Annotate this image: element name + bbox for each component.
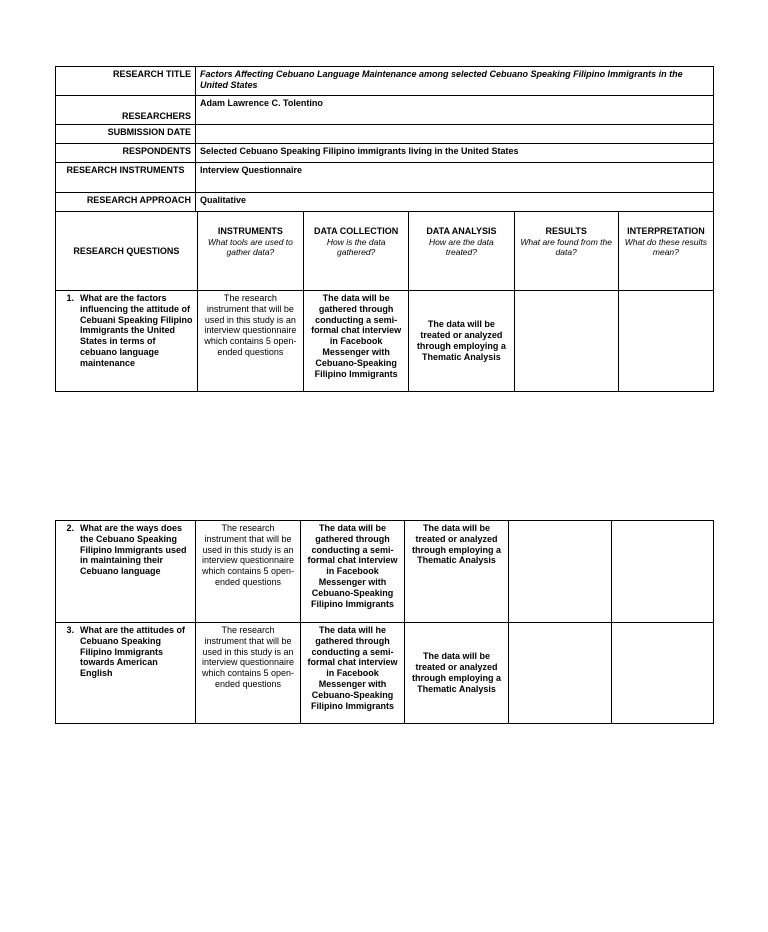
research-question-cell bbox=[56, 521, 196, 623]
question-number: 3. bbox=[66, 625, 74, 635]
researchers-row bbox=[56, 96, 714, 125]
header-data-collection-subtitle: How is the data gathered? bbox=[326, 236, 386, 257]
header-data-analysis-subtitle: How are the data treated? bbox=[429, 236, 494, 257]
research-matrix-table bbox=[55, 211, 714, 392]
data-collection-cell: The data will be gathered through conducting a semi-formal chat interview in Facebook Messenger with Cebuano-Speaking Filipino Immigrants bbox=[301, 521, 405, 623]
interpretation-cell bbox=[612, 623, 714, 724]
data-analysis-cell: The data will be treated or analyzed through employing a Thematic Analysis bbox=[405, 521, 509, 623]
research-info-table bbox=[55, 66, 714, 212]
header-instruments bbox=[197, 212, 303, 291]
data-collection-cell: The data will he gathered through conducting a semi-formal chat interview in Facebook Messenger with Cebuano-Speaking Filipino Immigrants bbox=[301, 623, 405, 724]
research-matrix-continued-table bbox=[55, 520, 714, 724]
header-data-analysis bbox=[409, 212, 514, 291]
research-question-cell bbox=[56, 291, 198, 392]
submission-date-label: SUBMISSION DATE bbox=[56, 125, 196, 144]
question-number: 2. bbox=[66, 523, 74, 533]
header-results-subtitle: What are found from the data? bbox=[520, 236, 612, 257]
header-instruments-title: INSTRUMENTS bbox=[217, 226, 283, 236]
table-row bbox=[56, 291, 714, 392]
results-cell bbox=[509, 521, 612, 623]
data-analysis-cell: The data will be treated or analyzed through employing a Thematic Analysis bbox=[409, 291, 514, 392]
header-data-collection bbox=[304, 212, 409, 291]
research-instruments-label: RESEARCH INSTRUMENTS bbox=[56, 163, 196, 193]
interpretation-cell bbox=[618, 291, 713, 392]
submission-date-row bbox=[56, 125, 714, 144]
results-cell bbox=[509, 623, 612, 724]
header-data-collection-title: DATA COLLECTION bbox=[313, 226, 399, 236]
research-approach-row bbox=[56, 193, 714, 212]
submission-date-value bbox=[196, 125, 714, 144]
data-analysis-cell: The data will be treated or analyzed through employing a Thematic Analysis bbox=[405, 623, 509, 724]
header-results bbox=[514, 212, 618, 291]
respondents-value: Selected Cebuano Speaking Filipino immigrants living in the United States bbox=[196, 144, 714, 163]
results-cell bbox=[514, 291, 618, 392]
matrix-header-row bbox=[56, 212, 714, 291]
question-text: What are the factors influencing the attitude of Cebuani Speaking Filipino Immigrants the United States in terms of cebuano language maintenance bbox=[80, 293, 193, 368]
data-collection-cell: The data will be gathered through conducting a semi-formal chat interview in Facebook Messenger with Cebuano-Speaking Filipino Immigrants bbox=[304, 291, 409, 392]
header-instruments-subtitle: What tools are used to gather data? bbox=[207, 236, 293, 257]
header-interpretation-title: INTERPRETATION bbox=[627, 226, 705, 236]
header-data-analysis-title: DATA ANALYSIS bbox=[426, 226, 497, 236]
table-row bbox=[56, 623, 714, 724]
research-instruments-value: Interview Questionnaire bbox=[196, 163, 714, 193]
respondents-label: RESPONDENTS bbox=[56, 144, 196, 163]
question-number: 1. bbox=[66, 293, 74, 303]
researchers-value: Adam Lawrence C. Tolentino bbox=[196, 96, 714, 125]
instrument-cell: The research instrument that will be used in this study is an interview questionnaire which contains 5 open-ended questions bbox=[196, 623, 301, 724]
interpretation-cell bbox=[612, 521, 714, 623]
research-question-cell bbox=[56, 623, 196, 724]
research-instruments-row bbox=[56, 163, 714, 193]
instrument-cell: The research instrument that will be used in this study is an interview questionnaire which contains 5 open-ended questions bbox=[197, 291, 303, 392]
question-text: What are the attitudes of Cebuano Speaking Filipino Immigrants towards American English bbox=[80, 625, 186, 679]
research-title-label: RESEARCH TITLE bbox=[56, 67, 196, 96]
table-row bbox=[56, 521, 714, 623]
instrument-cell: The research instrument that will be used in this study is an interview questionnaire which contains 5 open-ended questions bbox=[196, 521, 301, 623]
research-title-row bbox=[56, 67, 714, 96]
header-research-questions: RESEARCH QUESTIONS bbox=[56, 212, 198, 291]
header-results-title: RESULTS bbox=[545, 226, 587, 236]
header-interpretation-subtitle: What do these results mean? bbox=[624, 236, 707, 257]
research-title-value: Factors Affecting Cebuano Language Maintenance among selected Cebuano Speaking Filipino Immigrants in the United States bbox=[196, 67, 714, 96]
respondents-row bbox=[56, 144, 714, 163]
question-text: What are the ways does the Cebuano Speaking Filipino Immigrants used in maintaining their Cebuano language bbox=[80, 523, 187, 577]
header-interpretation bbox=[618, 212, 713, 291]
research-approach-label: RESEARCH APPROACH bbox=[56, 193, 196, 212]
researchers-label: RESEARCHERS bbox=[56, 96, 196, 125]
research-approach-value: Qualitative bbox=[196, 193, 714, 212]
